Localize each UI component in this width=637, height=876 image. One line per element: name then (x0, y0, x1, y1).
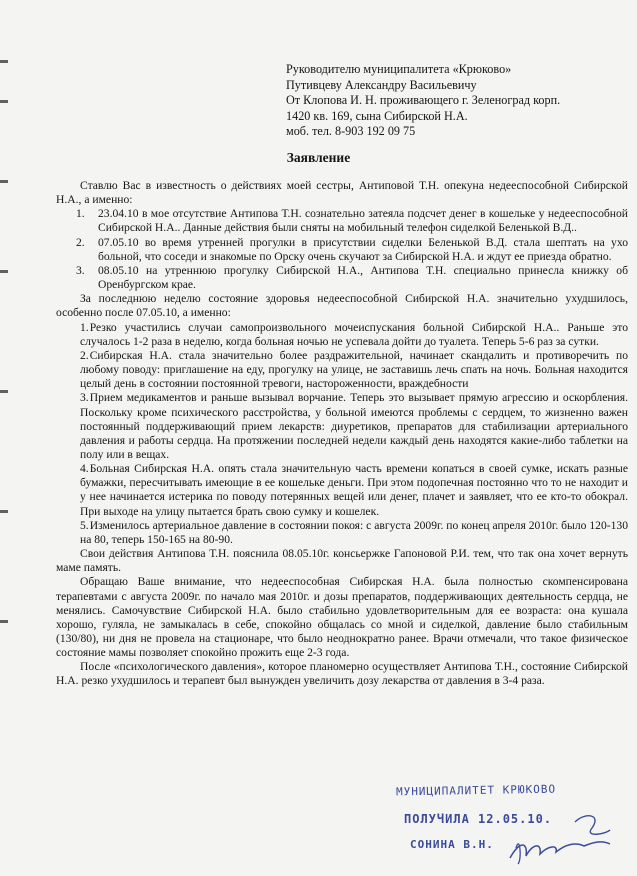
attention-paragraph: Обращаю Ваше внимание, что недееспособная Сибирская Н.А. была полностью скомпенсирована терапевтами с августа 2009г. по начало мая 2010г. и дозы препаратов, поддерживающих деятельность сердца, не менялись. Самочувствие Сибирской Н.А. было стабильно удовлетворительным для ее возраста: она кушала хорошо, гуляла, не замыкалась в себе, спокойно общалась со мной и сиделкой, давление было стабильным (130/80), ни дня не провела на стационаре, что было неоднократно ранее. Врачи отмечали, что такое физическое состояние мамы позволяет спокойно прожить еще 2-3 года. (56, 575, 628, 660)
sender-phone: моб. тел. 8-903 192 09 75 (286, 124, 416, 139)
list-item-number: 2. (76, 235, 85, 249)
stamp-recipient-name: СОНИНА В.Н. (410, 838, 494, 851)
addressee-line: Руководителю муниципалитета «Крюково» (286, 62, 512, 76)
list-item-text: 07.05.10 во время утренней прогулки в присутствии сиделки Беленькой В.Д. стала шептать на ухо больной, что соседи и знакомые по Орску очень скучают за Сибирской Н.А. и ждут ее приезда обратно. (98, 235, 628, 263)
actions-list (76, 207, 628, 292)
list-item (80, 391, 628, 462)
conclusion-paragraph: После «психологического давления», которое планомерно осуществляет Антипова Т.Н., состояние Сибирской Н.А. резко ухудшилось и терапевт был вынужден увеличить дозу лекарства от давления в 3-4 раза. (56, 660, 628, 688)
list-item-number: 1. (80, 320, 89, 334)
explanation-paragraph: Свои действия Антипова Т.Н. пояснила 08.05.10г. консьержке Гапоновой Р.И. тем, что так она хочет вернуть маме память. (56, 547, 628, 575)
list-item (80, 462, 628, 519)
list-item-number: 3. (80, 391, 89, 405)
list-item-number: 1. (76, 207, 85, 221)
intro-paragraph: Ставлю Вас в известность о действиях моей сестры, Антиповой Т.Н. опекуна недееспособной Сибирской Н.А., а именно: (56, 179, 628, 207)
list-item-text: Сибирская Н.А. стала значительно более раздражительной, начинает скандалить и противоречить по любому поводу: приглашение на еду, прогулку на улице, не заставишь лечь спать на ночь. Больная находится целый день в состоянии постоянной тревоги, настороженности, враждебности (80, 348, 628, 391)
stamp-organization: МУНИЦИПАЛИТЕТ КРЮКОВО (395, 782, 557, 799)
list-item (80, 349, 628, 391)
list-item-number: 5. (80, 518, 89, 532)
sender-line: От Клопова И. Н. проживающего г. Зеленоград корп. (286, 93, 561, 108)
sender-address: 1420 кв. 169, сына Сибирской Н.А. (286, 108, 468, 123)
list-item-number: 2. (80, 348, 89, 362)
addressee-name: Путивцеву Александру Васильевичу (286, 77, 477, 92)
health-paragraph: За последнюю неделю состояние здоровья недееспособной Сибирской Н.А. значительно ухудшилось, особенно после 07.05.10, а именно: (56, 292, 628, 320)
signature-scribble (370, 784, 620, 868)
list-item (80, 321, 628, 349)
addressee-block (286, 62, 626, 140)
list-item-text: Изменилось артериальное давление в состоянии покоя: с августа 2009г. по конец апреля 2010г. было 120-130 на 80, теперь 150-165 на 80-90. (80, 518, 628, 546)
document-body (56, 179, 628, 689)
list-item-number: 4. (80, 462, 89, 476)
stamp-received-date: ПОЛУЧИЛА 12.05.10. (404, 812, 553, 826)
list-item (76, 207, 628, 235)
list-item-text: 08.05.10 на утреннюю прогулку Сибирской Н.А., Антипова Т.Н. специально принесла книжку об Оренбургском крае. (98, 263, 628, 292)
list-item-text: Прием медикаментов и раньше вызывал ворчание. Теперь это вызывает прямую агрессию и оскорбления. Поскольку кроме психического расстройства, у больной имеются проблемы с сердцем, то жизненно важен постоянный поддерживающий прием лекарств: диуретиков, препаратов для стабилизации артериального давления и работы сердца. На протяжении последней недели каждый день находятся какие-либо таблетки на полу или в вещах. (80, 391, 628, 461)
symptoms-list (80, 321, 628, 548)
document-title: Заявление (286, 150, 351, 165)
list-item (76, 264, 628, 292)
received-stamp (370, 784, 620, 868)
list-item-text: Больная Сибирская Н.А. опять стала значительную часть времени копаться в своей сумке, искать разные бумажки, пересчитывать имеющие в ее кошельке деньги. При этом подопечная постоянно что то не находит и у нее начинается истерика по поводу потерянных вещей или денег, плачет и заявляет, что ее кто-то обокрал. При выходе на улицу пытается брать свою сумку и кошелек. (80, 462, 628, 518)
list-item-text: 23.04.10 в мое отсутствие Антипова Т.Н. сознательно затеяла подсчет денег в кошельке у недееспособной Сибирской Н.А.. Данные действия были сняты на мобильный телефон сиделкой Беленькой В.Д.. (98, 207, 628, 235)
list-item-text: Резко участились случаи самопроизвольного мочеиспускания больной Сибирской Н.А.. Раньше это случалось 1-2 раза в неделю, когда больная ночью не успевала дойти до туалета. Теперь 5-6 раз за сутки. (80, 320, 628, 348)
list-item (80, 519, 628, 547)
list-item-number: 3. (76, 263, 85, 277)
list-item (76, 236, 628, 264)
